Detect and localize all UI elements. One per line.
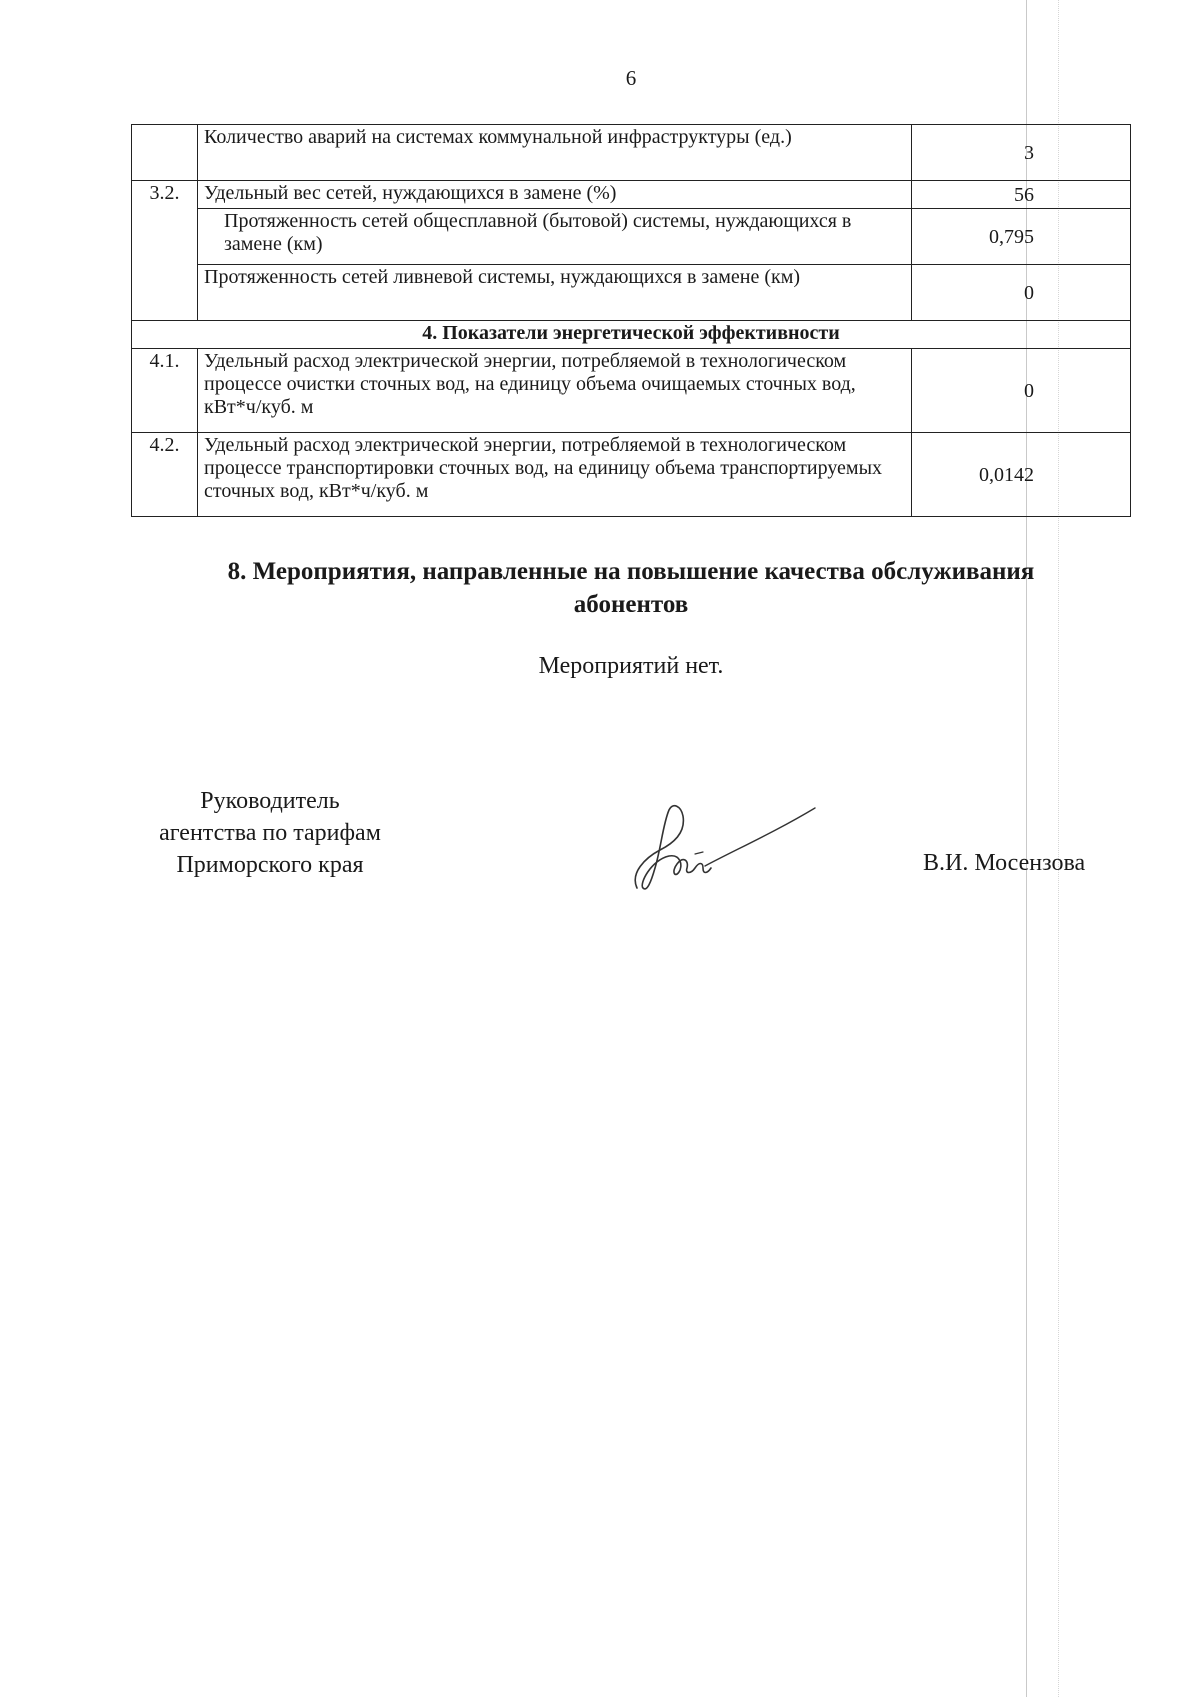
row-number: 3.2. bbox=[132, 181, 198, 321]
section-8-body: Мероприятий нет. bbox=[538, 653, 724, 679]
row-value: 0,0142 bbox=[912, 433, 1131, 517]
table-section-row bbox=[132, 321, 1131, 349]
row-value: 0 bbox=[912, 265, 1131, 321]
signer-position-line: Приморского края bbox=[176, 852, 364, 878]
row-text: Удельный вес сетей, нуждающихся в замене (%) bbox=[198, 181, 912, 209]
signer-name: В.И. Мосензова bbox=[923, 850, 1086, 876]
table-row bbox=[132, 181, 1131, 209]
table-row bbox=[132, 433, 1131, 517]
table-row bbox=[132, 349, 1131, 433]
row-text: Протяженность сетей общесплавной (бытовой) системы, нуждающихся в замене (км) bbox=[198, 209, 912, 265]
handwritten-signature bbox=[625, 788, 825, 898]
row-number bbox=[132, 125, 198, 181]
indicators-table bbox=[131, 124, 1131, 517]
row-text: Удельный расход электрической энергии, потребляемой в технологическом процессе очистки сточных вод, на единицу объема очищаемых сточных вод, кВт*ч/куб. м bbox=[198, 349, 912, 433]
signer-position bbox=[120, 785, 420, 881]
table-row bbox=[132, 265, 1131, 321]
row-value: 3 bbox=[912, 125, 1131, 181]
row-value: 56 bbox=[912, 181, 1131, 209]
section-heading: 4. Показатели энергетической эффективности bbox=[132, 321, 1131, 349]
row-value: 0 bbox=[912, 349, 1131, 433]
row-number: 4.1. bbox=[132, 349, 198, 433]
section-8-title: 8. Мероприятия, направленные на повышение качества обслуживания абонентов bbox=[227, 558, 1035, 618]
page-number: 6 bbox=[625, 66, 637, 90]
signer-position-line: Руководитель bbox=[200, 788, 340, 814]
signer-position-line: агентства по тарифам bbox=[159, 820, 381, 846]
table-row bbox=[132, 209, 1131, 265]
row-text: Протяженность сетей ливневой системы, нуждающихся в замене (км) bbox=[198, 265, 912, 321]
row-value: 0,795 bbox=[912, 209, 1131, 265]
row-text: Удельный расход электрической энергии, потребляемой в технологическом процессе транспортировки сточных вод, на единицу объема транспортируемых сточных вод, кВт*ч/куб. м bbox=[198, 433, 912, 517]
row-number: 4.2. bbox=[132, 433, 198, 517]
row-text: Количество аварий на системах коммунальной инфраструктуры (ед.) bbox=[198, 125, 912, 181]
table-row bbox=[132, 125, 1131, 181]
